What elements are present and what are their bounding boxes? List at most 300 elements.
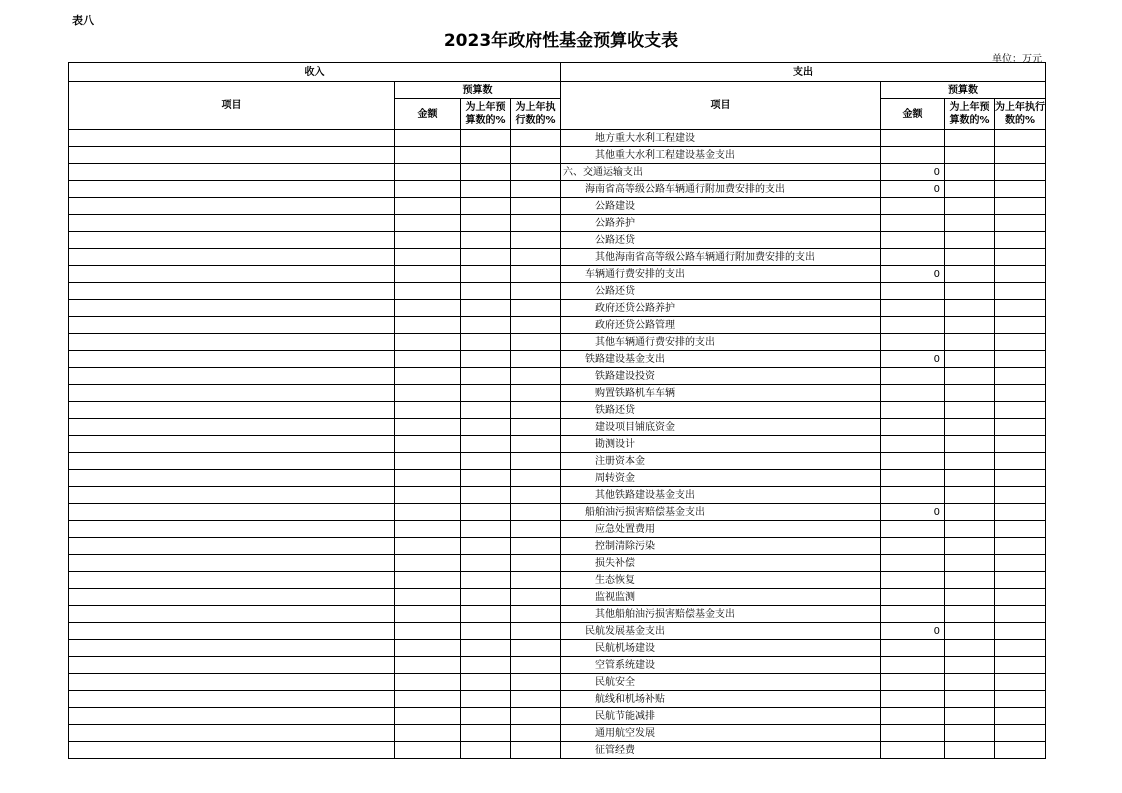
expense-amount-cell	[881, 521, 945, 538]
expense-item-cell: 铁路还贷	[561, 402, 881, 419]
income-amount-cell	[395, 164, 461, 181]
income-pct-prev-exec-cell	[511, 487, 561, 504]
table-row	[69, 300, 1046, 317]
expense-pct-prev-budget-header: 为上年预算数的%	[945, 99, 995, 130]
income-pct-prev-exec-cell	[511, 368, 561, 385]
income-pct-prev-exec-cell	[511, 708, 561, 725]
income-item-cell	[69, 181, 395, 198]
expense-pct-prev-exec-cell	[995, 147, 1046, 164]
income-pct-prev-exec-cell	[511, 674, 561, 691]
income-amount-cell	[395, 232, 461, 249]
table-row	[69, 657, 1046, 674]
income-amount-cell	[395, 555, 461, 572]
expense-amount-cell	[881, 725, 945, 742]
income-pct-prev-budget-cell	[461, 657, 511, 674]
expense-amount-cell: 0	[881, 266, 945, 283]
income-item-cell	[69, 368, 395, 385]
expense-pct-prev-budget-cell	[945, 181, 995, 198]
income-item-cell	[69, 555, 395, 572]
income-amount-cell	[395, 504, 461, 521]
expense-amount-cell	[881, 385, 945, 402]
income-pct-prev-budget-cell	[461, 555, 511, 572]
expense-item-cell: 其他海南省高等级公路车辆通行附加费安排的支出	[561, 249, 881, 266]
table-row	[69, 487, 1046, 504]
expense-item-cell: 生态恢复	[561, 572, 881, 589]
expense-item-cell: 车辆通行费安排的支出	[561, 266, 881, 283]
expense-pct-prev-budget-cell	[945, 691, 995, 708]
income-item-cell	[69, 606, 395, 623]
table-row	[69, 249, 1046, 266]
expense-header: 支出	[561, 63, 1046, 82]
expense-amount-cell	[881, 334, 945, 351]
expense-pct-prev-budget-cell	[945, 589, 995, 606]
expense-pct-prev-exec-cell	[995, 130, 1046, 147]
table-row	[69, 385, 1046, 402]
expense-item-cell: 其他船舶油污损害赔偿基金支出	[561, 606, 881, 623]
income-pct-prev-exec-cell	[511, 504, 561, 521]
table-row	[69, 368, 1046, 385]
expense-pct-prev-exec-cell	[995, 232, 1046, 249]
page-title: 2023年政府性基金预算收支表	[443, 31, 679, 51]
expense-pct-prev-budget-cell	[945, 300, 995, 317]
table-row	[69, 351, 1046, 368]
expense-pct-prev-exec-cell	[995, 436, 1046, 453]
expense-pct-prev-exec-cell	[995, 453, 1046, 470]
table-row	[69, 181, 1046, 198]
expense-amount-cell	[881, 606, 945, 623]
expense-pct-prev-budget-cell	[945, 555, 995, 572]
income-pct-prev-budget-cell	[461, 572, 511, 589]
income-pct-prev-exec-cell	[511, 317, 561, 334]
income-amount-cell	[395, 674, 461, 691]
income-amount-cell	[395, 725, 461, 742]
income-pct-prev-budget-cell	[461, 147, 511, 164]
income-pct-prev-exec-cell	[511, 606, 561, 623]
income-amount-cell	[395, 317, 461, 334]
table-row	[69, 283, 1046, 300]
income-amount-cell	[395, 266, 461, 283]
table-row	[69, 623, 1046, 640]
expense-item-cell: 征管经费	[561, 742, 881, 759]
income-pct-prev-exec-cell	[511, 181, 561, 198]
expense-amount-cell	[881, 419, 945, 436]
income-item-cell	[69, 198, 395, 215]
expense-pct-prev-budget-cell	[945, 147, 995, 164]
income-pct-prev-exec-cell	[511, 436, 561, 453]
income-pct-prev-budget-cell	[461, 453, 511, 470]
expense-item-cell: 建设项目铺底资金	[561, 419, 881, 436]
income-pct-prev-exec-cell	[511, 691, 561, 708]
income-amount-cell	[395, 130, 461, 147]
table-row	[69, 402, 1046, 419]
table-row	[69, 164, 1046, 181]
expense-amount-cell	[881, 130, 945, 147]
income-item-cell	[69, 334, 395, 351]
income-amount-cell	[395, 351, 461, 368]
table-row	[69, 691, 1046, 708]
expense-amount-cell	[881, 402, 945, 419]
income-pct-prev-budget-cell	[461, 487, 511, 504]
expense-item-header: 项目	[561, 82, 881, 130]
income-amount-cell	[395, 147, 461, 164]
income-pct-prev-exec-cell	[511, 521, 561, 538]
income-pct-prev-budget-cell	[461, 249, 511, 266]
table-row	[69, 436, 1046, 453]
expense-pct-prev-exec-cell	[995, 249, 1046, 266]
expense-amount-cell	[881, 198, 945, 215]
table-row	[69, 589, 1046, 606]
income-pct-prev-budget-cell	[461, 215, 511, 232]
income-amount-cell	[395, 300, 461, 317]
expense-amount-cell	[881, 283, 945, 300]
expense-pct-prev-budget-cell	[945, 453, 995, 470]
expense-item-cell: 地方重大水利工程建设	[561, 130, 881, 147]
expense-pct-prev-budget-cell	[945, 538, 995, 555]
expense-pct-prev-exec-cell	[995, 368, 1046, 385]
income-pct-prev-exec-header: 为上年执行数的%	[511, 99, 561, 130]
income-pct-prev-budget-cell	[461, 691, 511, 708]
expense-amount-cell	[881, 691, 945, 708]
table-row	[69, 147, 1046, 164]
income-pct-prev-budget-cell	[461, 589, 511, 606]
income-amount-cell	[395, 436, 461, 453]
expense-amount-cell: 0	[881, 181, 945, 198]
expense-pct-prev-exec-cell	[995, 181, 1046, 198]
income-item-cell	[69, 572, 395, 589]
expense-pct-prev-exec-cell	[995, 538, 1046, 555]
income-pct-prev-exec-cell	[511, 283, 561, 300]
expense-pct-prev-budget-cell	[945, 368, 995, 385]
expense-item-cell: 其他铁路建设基金支出	[561, 487, 881, 504]
expense-pct-prev-budget-cell	[945, 266, 995, 283]
income-amount-cell	[395, 742, 461, 759]
income-pct-prev-exec-cell	[511, 232, 561, 249]
expense-amount-cell: 0	[881, 351, 945, 368]
expense-pct-prev-budget-cell	[945, 283, 995, 300]
income-pct-prev-exec-cell	[511, 572, 561, 589]
income-amount-cell	[395, 419, 461, 436]
income-item-cell	[69, 640, 395, 657]
income-pct-prev-exec-cell	[511, 640, 561, 657]
expense-amount-cell	[881, 147, 945, 164]
expense-pct-prev-budget-cell	[945, 164, 995, 181]
expense-pct-prev-budget-cell	[945, 334, 995, 351]
income-item-cell	[69, 130, 395, 147]
income-item-header: 项目	[69, 82, 395, 130]
income-pct-prev-budget-cell	[461, 623, 511, 640]
income-pct-prev-exec-cell	[511, 351, 561, 368]
table-row	[69, 725, 1046, 742]
income-pct-prev-budget-cell	[461, 606, 511, 623]
income-item-cell	[69, 215, 395, 232]
expense-item-cell: 航线和机场补贴	[561, 691, 881, 708]
expense-pct-prev-budget-cell	[945, 487, 995, 504]
expense-pct-prev-exec-cell	[995, 691, 1046, 708]
table-row	[69, 317, 1046, 334]
income-pct-prev-exec-cell	[511, 130, 561, 147]
income-amount-cell	[395, 368, 461, 385]
income-pct-prev-budget-cell	[461, 521, 511, 538]
expense-pct-prev-exec-cell	[995, 215, 1046, 232]
table-row	[69, 674, 1046, 691]
expense-amount-cell	[881, 453, 945, 470]
expense-pct-prev-budget-cell	[945, 249, 995, 266]
income-item-cell	[69, 742, 395, 759]
table-row	[69, 640, 1046, 657]
expense-amount-cell	[881, 470, 945, 487]
income-pct-prev-budget-cell	[461, 470, 511, 487]
income-item-cell	[69, 623, 395, 640]
income-pct-prev-exec-cell	[511, 147, 561, 164]
expense-item-cell: 政府还贷公路管理	[561, 317, 881, 334]
expense-pct-prev-budget-cell	[945, 708, 995, 725]
income-item-cell	[69, 708, 395, 725]
income-item-cell	[69, 504, 395, 521]
income-pct-prev-budget-cell	[461, 538, 511, 555]
income-pct-prev-budget-cell	[461, 504, 511, 521]
income-item-cell	[69, 589, 395, 606]
expense-pct-prev-budget-cell	[945, 232, 995, 249]
income-amount-cell	[395, 402, 461, 419]
income-pct-prev-budget-cell	[461, 436, 511, 453]
expense-pct-prev-budget-cell	[945, 436, 995, 453]
income-item-cell	[69, 538, 395, 555]
expense-amount-cell: 0	[881, 623, 945, 640]
income-amount-cell	[395, 283, 461, 300]
expense-item-cell: 海南省高等级公路车辆通行附加费安排的支出	[561, 181, 881, 198]
income-pct-prev-exec-cell	[511, 198, 561, 215]
income-item-cell	[69, 385, 395, 402]
table-row	[69, 334, 1046, 351]
income-item-cell	[69, 453, 395, 470]
expense-pct-prev-exec-cell	[995, 300, 1046, 317]
expense-item-cell: 损失补偿	[561, 555, 881, 572]
table-row	[69, 572, 1046, 589]
expense-pct-prev-exec-cell	[995, 334, 1046, 351]
expense-item-cell: 控制清除污染	[561, 538, 881, 555]
expense-pct-prev-exec-cell	[995, 521, 1046, 538]
table-row	[69, 470, 1046, 487]
expense-pct-prev-budget-cell	[945, 351, 995, 368]
income-pct-prev-budget-cell	[461, 742, 511, 759]
income-item-cell	[69, 266, 395, 283]
expense-amount-cell	[881, 436, 945, 453]
income-amount-cell	[395, 249, 461, 266]
expense-amount-cell	[881, 657, 945, 674]
income-item-cell	[69, 232, 395, 249]
income-amount-header: 金额	[395, 99, 461, 130]
expense-item-cell: 周转资金	[561, 470, 881, 487]
income-pct-prev-exec-cell	[511, 555, 561, 572]
income-item-cell	[69, 419, 395, 436]
expense-item-cell: 政府还贷公路养护	[561, 300, 881, 317]
income-pct-prev-exec-cell	[511, 470, 561, 487]
income-item-cell	[69, 283, 395, 300]
expense-item-cell: 公路还贷	[561, 232, 881, 249]
expense-pct-prev-budget-cell	[945, 640, 995, 657]
income-amount-cell	[395, 334, 461, 351]
expense-item-cell: 其他重大水利工程建设基金支出	[561, 147, 881, 164]
income-item-cell	[69, 470, 395, 487]
income-pct-prev-exec-cell	[511, 249, 561, 266]
expense-item-cell: 空管系统建设	[561, 657, 881, 674]
income-pct-prev-budget-cell	[461, 708, 511, 725]
expense-pct-prev-budget-cell	[945, 215, 995, 232]
expense-pct-prev-exec-cell	[995, 164, 1046, 181]
expense-amount-cell	[881, 368, 945, 385]
expense-pct-prev-budget-cell	[945, 521, 995, 538]
income-amount-cell	[395, 589, 461, 606]
income-amount-cell	[395, 198, 461, 215]
income-amount-cell	[395, 453, 461, 470]
expense-pct-prev-exec-cell	[995, 555, 1046, 572]
income-item-cell	[69, 521, 395, 538]
expense-item-cell: 其他车辆通行费安排的支出	[561, 334, 881, 351]
expense-pct-prev-exec-cell	[995, 317, 1046, 334]
expense-pct-prev-budget-cell	[945, 402, 995, 419]
expense-item-cell: 通用航空发展	[561, 725, 881, 742]
expense-pct-prev-exec-cell	[995, 283, 1046, 300]
expense-pct-prev-exec-cell	[995, 725, 1046, 742]
income-item-cell	[69, 725, 395, 742]
income-pct-prev-exec-cell	[511, 164, 561, 181]
income-item-cell	[69, 657, 395, 674]
table-row	[69, 215, 1046, 232]
income-pct-prev-exec-cell	[511, 300, 561, 317]
expense-item-cell: 铁路建设投资	[561, 368, 881, 385]
expense-item-cell: 监视监测	[561, 589, 881, 606]
table-row	[69, 606, 1046, 623]
table-row	[69, 555, 1046, 572]
expense-pct-prev-budget-cell	[945, 742, 995, 759]
income-pct-prev-budget-cell	[461, 164, 511, 181]
table-row	[69, 130, 1046, 147]
expense-pct-prev-exec-cell	[995, 742, 1046, 759]
income-pct-prev-budget-cell	[461, 181, 511, 198]
expense-amount-cell	[881, 742, 945, 759]
income-pct-prev-budget-cell	[461, 368, 511, 385]
income-item-cell	[69, 691, 395, 708]
expense-item-cell: 公路养护	[561, 215, 881, 232]
expense-pct-prev-exec-header: 为上年执行数的%	[995, 99, 1046, 130]
income-amount-cell	[395, 640, 461, 657]
expense-item-cell: 民航安全	[561, 674, 881, 691]
income-pct-prev-exec-cell	[511, 589, 561, 606]
income-pct-prev-budget-cell	[461, 385, 511, 402]
income-amount-cell	[395, 385, 461, 402]
expense-amount-cell	[881, 640, 945, 657]
income-item-cell	[69, 147, 395, 164]
income-amount-cell	[395, 623, 461, 640]
expense-pct-prev-exec-cell	[995, 402, 1046, 419]
income-pct-prev-exec-cell	[511, 266, 561, 283]
income-amount-cell	[395, 708, 461, 725]
income-pct-prev-exec-cell	[511, 623, 561, 640]
expense-amount-cell	[881, 487, 945, 504]
expense-item-cell: 铁路建设基金支出	[561, 351, 881, 368]
expense-pct-prev-exec-cell	[995, 351, 1046, 368]
expense-item-cell: 勘测设计	[561, 436, 881, 453]
expense-item-cell: 公路建设	[561, 198, 881, 215]
table-row	[69, 198, 1046, 215]
expense-amount-cell	[881, 538, 945, 555]
income-item-cell	[69, 351, 395, 368]
income-pct-prev-budget-cell	[461, 283, 511, 300]
table-row	[69, 232, 1046, 249]
expense-amount-cell	[881, 232, 945, 249]
income-amount-cell	[395, 657, 461, 674]
income-amount-cell	[395, 572, 461, 589]
expense-item-cell: 民航发展基金支出	[561, 623, 881, 640]
expense-pct-prev-budget-cell	[945, 130, 995, 147]
expense-amount-cell	[881, 317, 945, 334]
expense-pct-prev-exec-cell	[995, 470, 1046, 487]
expense-pct-prev-budget-cell	[945, 317, 995, 334]
expense-pct-prev-exec-cell	[995, 708, 1046, 725]
expense-amount-cell	[881, 555, 945, 572]
income-amount-cell	[395, 521, 461, 538]
expense-pct-prev-exec-cell	[995, 640, 1046, 657]
unit-label: 单位：万元	[992, 54, 1042, 65]
expense-pct-prev-budget-cell	[945, 606, 995, 623]
expense-amount-cell	[881, 215, 945, 232]
expense-pct-prev-exec-cell	[995, 504, 1046, 521]
income-item-cell	[69, 317, 395, 334]
table-row	[69, 266, 1046, 283]
income-pct-prev-budget-cell	[461, 300, 511, 317]
income-header: 收入	[69, 63, 561, 82]
expense-amount-cell	[881, 300, 945, 317]
table-row	[69, 538, 1046, 555]
expense-item-cell: 民航机场建设	[561, 640, 881, 657]
income-pct-prev-budget-cell	[461, 725, 511, 742]
income-pct-prev-exec-cell	[511, 402, 561, 419]
table-row	[69, 521, 1046, 538]
expense-item-cell: 公路还贷	[561, 283, 881, 300]
expense-pct-prev-budget-cell	[945, 470, 995, 487]
table-row	[69, 504, 1046, 521]
income-pct-prev-budget-cell	[461, 419, 511, 436]
expense-amount-cell	[881, 572, 945, 589]
expense-pct-prev-budget-cell	[945, 419, 995, 436]
income-pct-prev-budget-cell	[461, 674, 511, 691]
income-pct-prev-budget-cell	[461, 232, 511, 249]
expense-amount-header: 金额	[881, 99, 945, 130]
expense-item-cell: 购置铁路机车车辆	[561, 385, 881, 402]
income-pct-prev-budget-cell	[461, 317, 511, 334]
income-item-cell	[69, 164, 395, 181]
income-pct-prev-exec-cell	[511, 334, 561, 351]
income-pct-prev-exec-cell	[511, 385, 561, 402]
income-pct-prev-budget-cell	[461, 130, 511, 147]
expense-pct-prev-budget-cell	[945, 657, 995, 674]
expense-pct-prev-exec-cell	[995, 198, 1046, 215]
expense-pct-prev-exec-cell	[995, 487, 1046, 504]
expense-amount-cell	[881, 708, 945, 725]
income-item-cell	[69, 674, 395, 691]
expense-pct-prev-budget-cell	[945, 623, 995, 640]
expense-pct-prev-exec-cell	[995, 419, 1046, 436]
income-item-cell	[69, 402, 395, 419]
income-pct-prev-exec-cell	[511, 725, 561, 742]
expense-amount-cell: 0	[881, 164, 945, 181]
income-amount-cell	[395, 470, 461, 487]
expense-pct-prev-exec-cell	[995, 606, 1046, 623]
income-budget-header: 预算数	[395, 82, 561, 99]
expense-item-cell: 民航节能减排	[561, 708, 881, 725]
income-pct-prev-budget-cell	[461, 351, 511, 368]
expense-item-cell: 船舶油污损害赔偿基金支出	[561, 504, 881, 521]
